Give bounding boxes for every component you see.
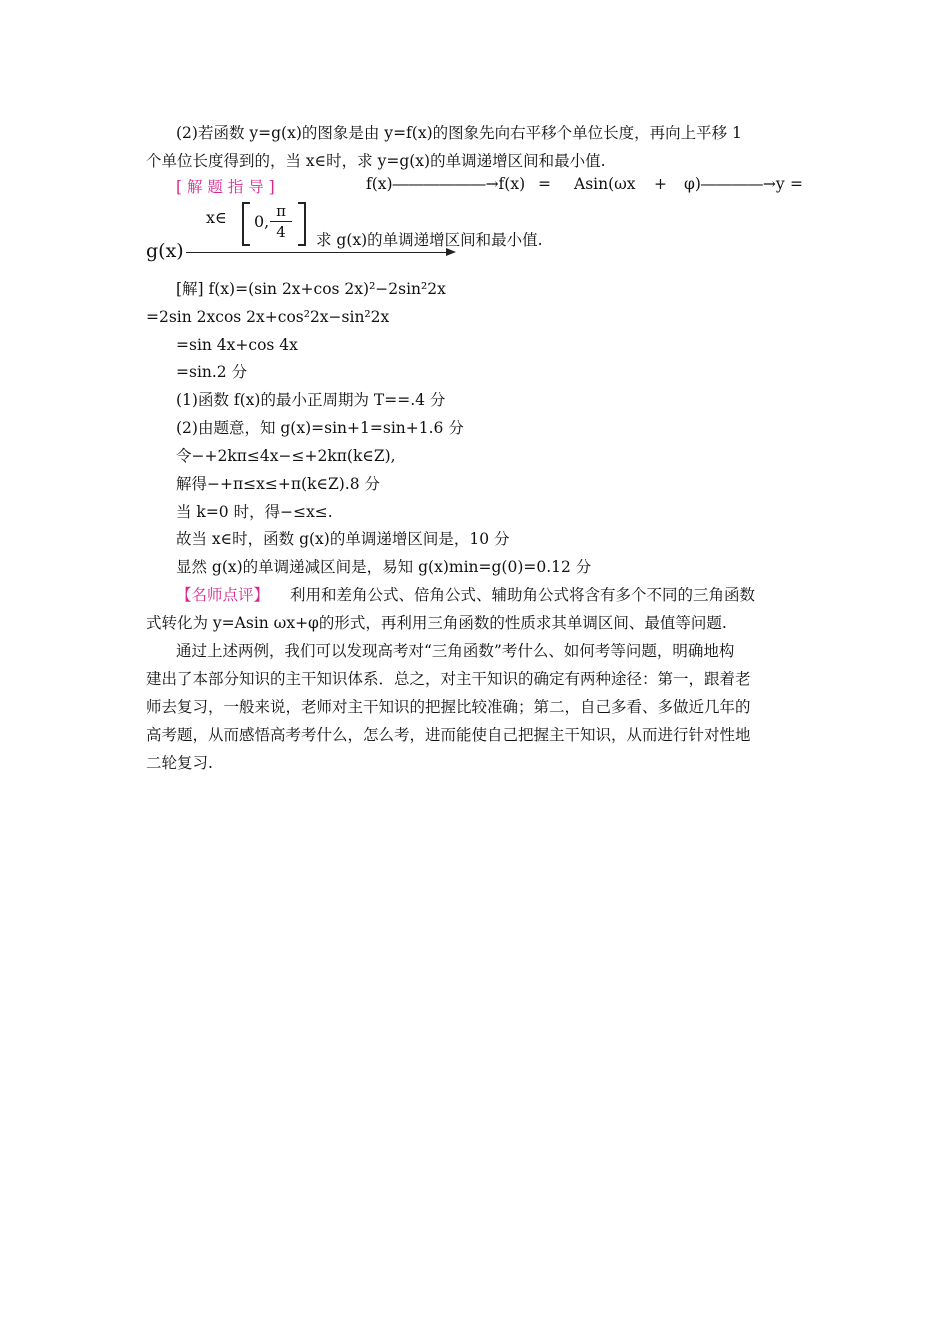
summary-line-3: 师去复习，一般来说，老师对主干知识的把握比较准确；第二，自己多看、多做近几年的 <box>146 698 751 716</box>
guide-chain-eq-2: = <box>790 175 803 193</box>
guide-arrow-row <box>146 200 806 268</box>
solution-guide <box>176 175 806 199</box>
guide-chain-eq-1: = <box>538 175 551 193</box>
guide-label: [ 解 题 指 导 ] <box>176 178 275 196</box>
solution-line-2: =2sin 2xcos 2x+cos²2x−sin²2x <box>146 308 390 326</box>
review-line-1 <box>176 584 836 606</box>
fraction-bar <box>270 221 292 222</box>
arrow-condition: x∈ <box>206 208 227 227</box>
arrow-shaft <box>186 252 448 253</box>
solution-line-10: 故当 x∈时，函数 g(x)的单调递增区间是，10 分 <box>176 530 510 548</box>
summary-line-2: 建出了本部分知识的主干知识体系．总之，对主干知识的确定有两种途径：第一，跟着老 <box>146 670 751 688</box>
summary-line-4: 高考题，从而感悟高考考什么，怎么考，进而能使自己把握主干知识，从而进行针对性地 <box>146 726 751 744</box>
fraction-numerator: π <box>276 202 286 220</box>
gx-label: g(x) <box>146 240 184 262</box>
solution-line-11: 显然 g(x)的单调递减区间是，易知 g(x)min=g(0)=0.12 分 <box>176 558 592 576</box>
guide-chain-2: Asin(ωx <box>574 175 636 193</box>
left-bracket <box>242 202 250 246</box>
review-text-1: 利用和差角公式、倍角公式、辅助角公式将含有多个不同的三角函数 <box>289 586 755 604</box>
solution-line-9: 当 k=0 时，得−≤x≤. <box>176 503 333 521</box>
guide-goal: 求 g(x)的单调递增区间和最小值. <box>316 231 543 249</box>
solution-line-1 <box>176 278 836 300</box>
problem-line-2: 个单位长度得到的，当 x∈时，求 y=g(x)的单调递增区间和最小值. <box>146 152 606 170</box>
problem-line-1: (2)若函数 y=g(x)的图象是由 y=f(x)的图象先向右平移个单位长度，再向上平移 1 <box>176 124 742 142</box>
guide-chain-1: f(x)――――――→f(x) <box>366 175 526 193</box>
solution-text: [解] f(x)=(sin 2x+cos 2x)²−2sin²2x <box>176 280 446 298</box>
solution-line-6: (2)由题意，知 g(x)=sin+1=sin+1.6 分 <box>176 419 464 437</box>
guide-chain-plus: + <box>654 175 667 193</box>
review-line-2: 式转化为 y=Asin ωx+φ的形式，再利用三角函数的性质求其单调区间、最值等问题. <box>146 614 727 632</box>
interval-start: 0, <box>254 212 270 231</box>
review-label: 【名师点评】 <box>176 586 270 604</box>
summary-line-5: 二轮复习. <box>146 754 213 772</box>
right-bracket <box>298 202 306 246</box>
pi-over-four-fraction <box>270 202 292 241</box>
fraction-denominator: 4 <box>276 223 286 241</box>
solution-line-8: 解得−+π≤x≤+π(k∈Z).8 分 <box>176 475 380 493</box>
solution-line-7: 令−+2kπ≤4x−≤+2kπ(k∈Z), <box>176 447 396 465</box>
solution-line-3: =sin 4x+cos 4x <box>176 336 298 354</box>
guide-chain-3: φ)――――→y <box>684 175 785 193</box>
solution-line-4: =sin.2 分 <box>176 363 248 381</box>
solution-line-5: (1)函数 f(x)的最小正周期为 T==.4 分 <box>176 391 446 409</box>
summary-line-1: 通过上述两例，我们可以发现高考对“三角函数”考什么、如何考等问题，明确地构 <box>176 642 735 660</box>
